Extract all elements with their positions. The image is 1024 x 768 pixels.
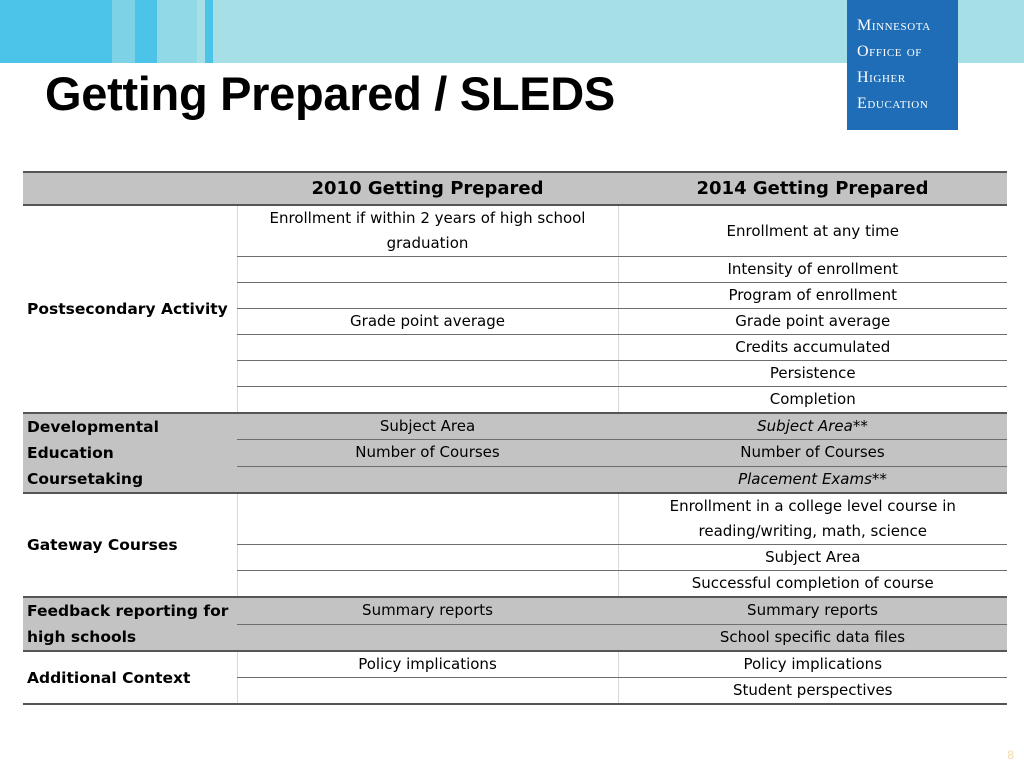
cell-2010: [237, 624, 618, 651]
cell-2010: [237, 257, 618, 283]
cell-2014: Program of enrollment: [618, 283, 1007, 309]
logo-line-2: Office of: [857, 43, 922, 60]
cell-2010: [237, 283, 618, 309]
cell-2014: Enrollment at any time: [618, 205, 1007, 257]
header-row: [23, 172, 1007, 205]
band-stripe-dark-2: [135, 0, 157, 63]
cell-2010: [237, 545, 618, 571]
logo-line-1: Minnesota: [857, 17, 931, 34]
logo-line-4: Education: [857, 95, 929, 112]
cell-2014: Credits accumulated: [618, 335, 1007, 361]
cell-2010: Policy implications: [237, 651, 618, 678]
header-2014: 2014 Getting Prepared: [618, 172, 1007, 205]
cell-2014: Successful completion of course: [618, 571, 1007, 598]
cell-2014: Summary reports: [618, 597, 1007, 624]
cell-2014: Enrollment in a college level course in reading/writing, math, science: [618, 493, 1007, 545]
cell-2014: Completion: [618, 387, 1007, 414]
cell-2010: [237, 361, 618, 387]
category-postsecondary-activity: Postsecondary Activity: [23, 205, 237, 413]
table-row: [23, 413, 1007, 440]
band-stripe-mid: [112, 0, 135, 63]
cell-2014: Persistence: [618, 361, 1007, 387]
cell-2014: Number of Courses: [618, 440, 1007, 466]
header-blank: [23, 172, 237, 205]
cell-2010: [237, 678, 618, 705]
band-stripe-dark: [0, 0, 112, 63]
category-feedback-reporting: Feedback reporting for high schools: [23, 597, 237, 651]
cell-2014: Subject Area: [618, 545, 1007, 571]
category-gateway-courses: Gateway Courses: [23, 493, 237, 597]
category-additional-context: Additional Context: [23, 651, 237, 704]
header-2010: 2010 Getting Prepared: [237, 172, 618, 205]
cell-2010: Subject Area: [237, 413, 618, 440]
logo-line-3: Higher: [857, 69, 906, 86]
slide-title: Getting Prepared / SLEDS: [45, 67, 615, 120]
band-stripe-thin: [205, 0, 213, 63]
cell-2014: Placement Exams**: [618, 466, 1007, 493]
cell-2010: [237, 571, 618, 598]
table-row: [23, 493, 1007, 545]
table-row: [23, 597, 1007, 624]
cell-2014: Subject Area**: [618, 413, 1007, 440]
cell-2010: [237, 493, 618, 545]
table-row: [23, 205, 1007, 257]
cell-2014: Grade point average: [618, 309, 1007, 335]
band-stripe-light: [157, 0, 197, 63]
category-developmental-education: Developmental Education Coursetaking: [23, 413, 237, 493]
cell-2014: School specific data files: [618, 624, 1007, 651]
cell-2010: Number of Courses: [237, 440, 618, 466]
cell-2010: Enrollment if within 2 years of high school graduation: [237, 205, 618, 257]
page-number: 8: [1007, 748, 1014, 762]
cell-2010: Grade point average: [237, 309, 618, 335]
cell-2014: Student perspectives: [618, 678, 1007, 705]
cell-2010: [237, 466, 618, 493]
cell-2010: [237, 335, 618, 361]
comparison-table: [23, 171, 1007, 705]
cell-2014: Intensity of enrollment: [618, 257, 1007, 283]
cell-2010: Summary reports: [237, 597, 618, 624]
table-row: [23, 651, 1007, 678]
cell-2010: [237, 387, 618, 414]
cell-2014: Policy implications: [618, 651, 1007, 678]
mohe-logo: [847, 0, 958, 130]
